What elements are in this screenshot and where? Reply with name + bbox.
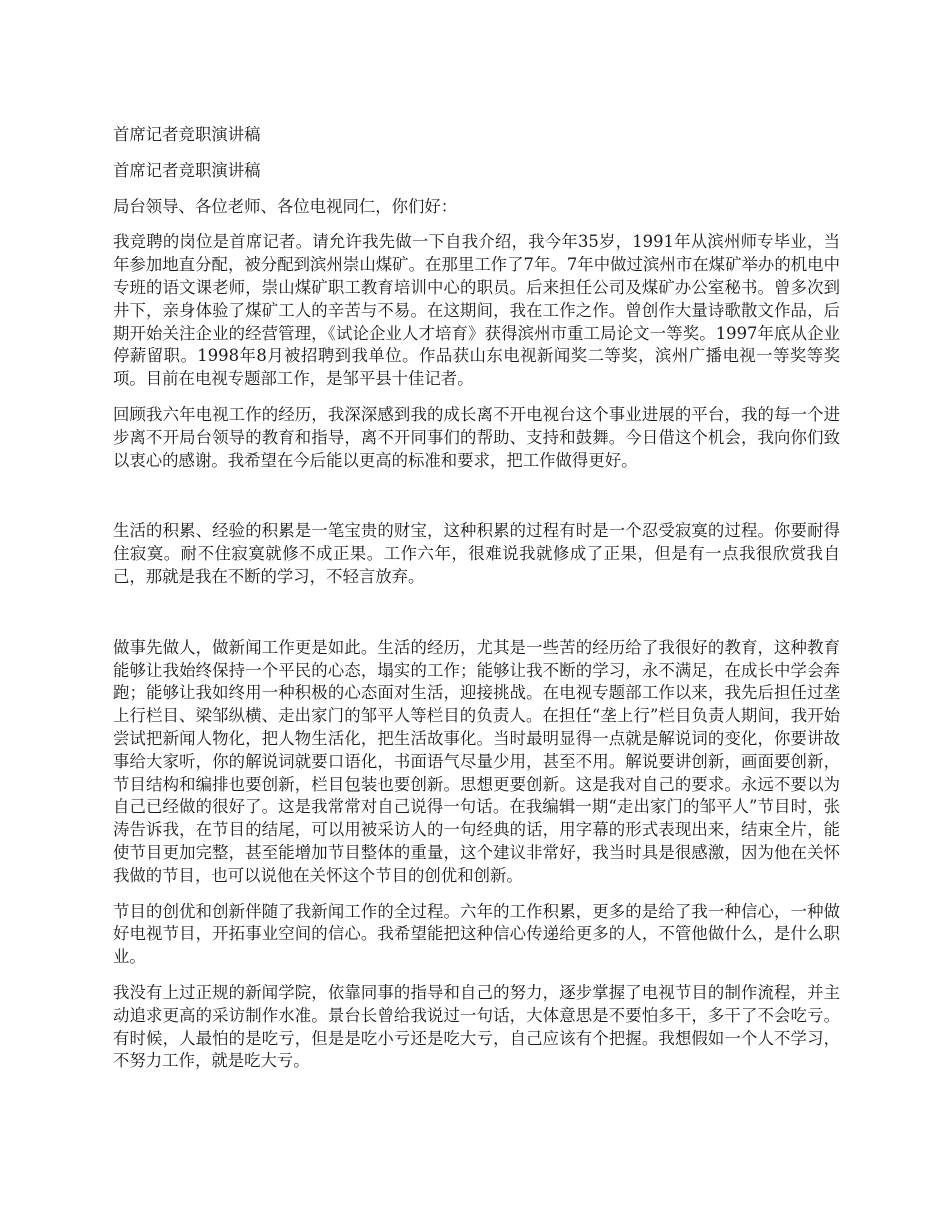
paragraph-learning: 我没有上过正规的新闻学院，依靠同事的指导和自己的努力，逐步掌握了电视节目的制作流程，并主动追求更高的采访制作水准。景台长曾给我说过一句话，大体意思是不要怕多干，多干了不会吃亏。有时候，人最怕的是吃亏，但是是吃小亏还是吃大亏，自己应该有个把握。我想假如一个人不学习，不努力工作，就是吃大亏。 [113, 982, 840, 1071]
paragraph-gratitude: 回顾我六年电视工作的经历，我深深感到我的成长离不开电视台这个事业进展的平台，我的每一个进步离不开局台领导的教育和指导，离不开同事们的帮助、支持和鼓舞。今日借这个机会，我向你们致以衷心的感谢。我希望在今后能以更高的标准和要求，把工作做得更好。 [113, 404, 840, 470]
document-title: 首席记者竞职演讲稿 [113, 125, 261, 144]
paragraph-innovation: 节目的创优和创新伴随了我新闻工作的全过程。六年的工作积累，更多的是给了我一种信心，一种做好电视节目，开拓事业空间的信心。我希望能把这种信心传递给更多的人，不管他做什么，是什么职业。 [113, 901, 840, 967]
greeting: 局台领导、各位老师、各位电视同仁，你们好： [113, 196, 458, 216]
document-subtitle: 首席记者竞职演讲稿 [113, 160, 261, 180]
paragraph-introduction: 我竞聘的岗位是首席记者。请允许我先做一下自我介绍，我今年35岁，1991年从滨州师专毕业，当年参加地直分配，被分配到滨州崇山煤矿。在那里工作了7年。7年中做过滨州市在煤矿举办的机电中专班的语文课老师，崇山煤矿职工教育培训中心的职员。后来担任公司及煤矿办公室秘书。曾多次到井下，亲身体验了煤矿工人的辛苦与不易。在这期间，我在工作之作。曾创作大量诗歌散文作品，后期开始关注企业的经营管理，《试论企业人才培育》获得滨州市重工局论文一等奖。1997年底从企业停薪留职。1998年8月被招聘到我单位。作品获山东电视新闻奖二等奖，滨州广播电视一等奖等奖项。目前在电视专题部工作，是邹平县十佳记者。 [113, 232, 840, 389]
paragraph-work-ethic: 做事先做人，做新闻工作更是如此。生活的经历，尤其是一些苦的经历给了我很好的教育，这种教育能够让我始终保持一个平民的心态，塌实的工作；能够让我不断的学习，永不满足，在成长中学会奔跑；能够让我如终用一种积极的心态面对生活，迎接挑战。在电视专题部工作以来，我先后担任过垄上行栏目、梁邹纵横、走出家门的邹平人等栏目的负责人。在担任“垄上行”栏目负责人期间，我开始尝试把新闻人物化，把人物生活化，把生活故事化。当时最明显得一点就是解说词的变化，你要讲故事给大家听，你的解说词就要口语化，书面语气尽量少用，甚至不用。解说要讲创新，画面要创新，节目结构和编排也要创新，栏目包装也要创新。思想更要创新。这是我对自己的要求。永远不要以为自己已经做的很好了。这是我常常对自己说得一句话。在我编辑一期“走出家门的邹平人”节目时，张涛告诉我，在节目的结尾，可以用被采访人的一句经典的话，用字幕的形式表现出来，结束全片，能使节目更加完整，甚至能增加节目整体的重量，这个建议非常好，我当时具是很感激，因为他在关怀我做的节目，也可以说他在关怀这个节目的创优和创新。 [113, 637, 840, 885]
paragraph-accumulation: 生活的积累、经验的积累是一笔宝贵的财宝，这种积累的过程有时是一个忍受寂寞的过程。你要耐得住寂寞。耐不住寂寞就修不成正果。工作六年，很难说我就修成了正果，但是有一点我很欣赏我自己，那就是我在不断的学习，不轻言放弃。 [113, 521, 840, 586]
document-body [113, 124, 840, 1086]
